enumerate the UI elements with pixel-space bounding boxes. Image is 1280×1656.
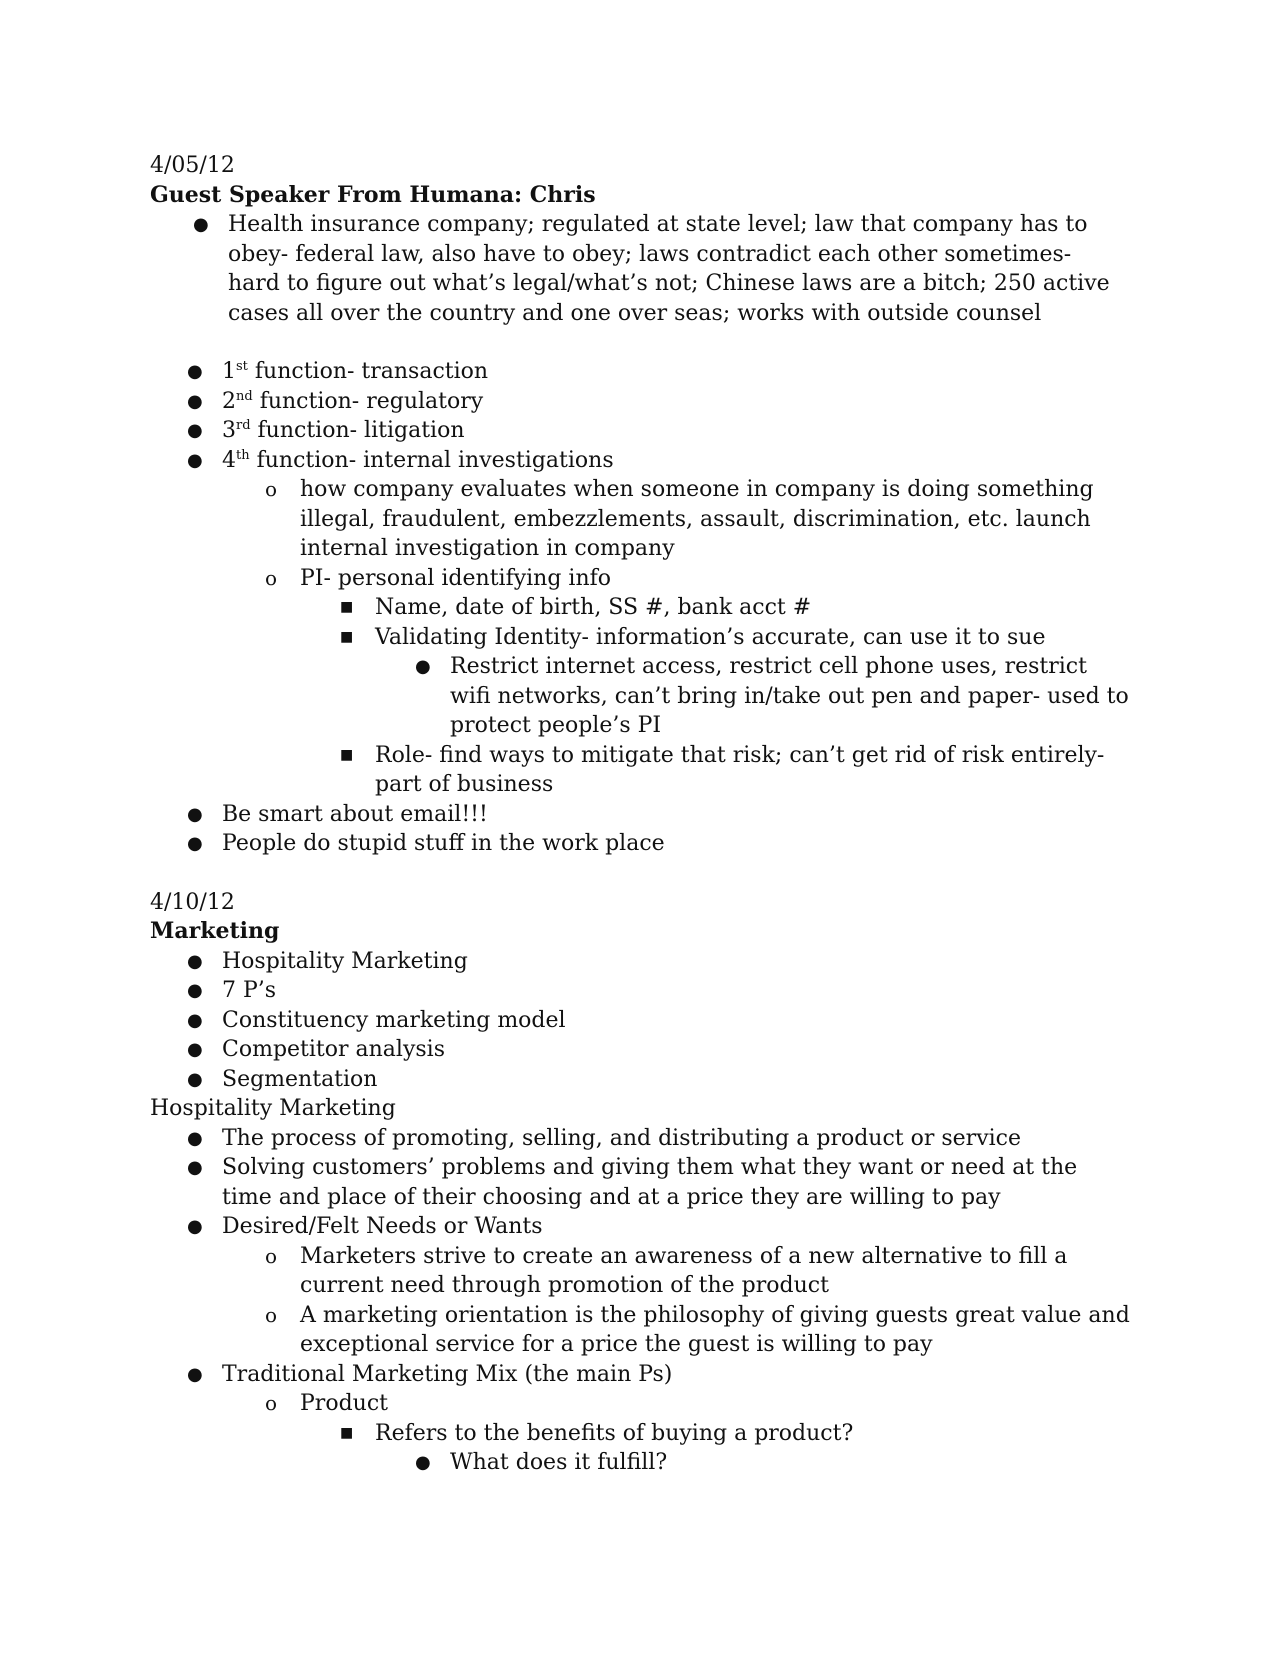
list-item-text: People do stupid stuff in the work place [222,831,665,856]
bullet-icon: ● [187,1068,203,1090]
list-item [150,1006,1130,1036]
list-item-text: function- regulatory [252,388,484,414]
list-item-text: Desired/Felt Needs or Wants [222,1214,543,1239]
list-item [150,475,1130,564]
bullet-icon: ● [187,1127,203,1149]
bullet-icon: ● [187,420,203,441]
bullet-icon: ● [187,1009,203,1031]
list-item-text: Validating Identity- information’s accurate, can use it to sue [375,624,1046,650]
list-item-text: Solving customers’ problems and giving them what they want or need at the time and place of their choosing and at a price they are willing to pay [222,1155,1078,1210]
square-bullet-icon: ■ [340,1424,354,1441]
list-item-text: how company evaluates when someone in company is doing something illegal, fraudulent, embezzlements, assault, discrimination, etc. launch internal investigation in company [300,477,1094,561]
ordinal-number: 1 [222,359,236,384]
list-item-text: Product [300,1391,388,1416]
list-item [150,357,1130,387]
list-item-text: Marketers strive to create an awareness of a new alternative to fill a current need through promotion of the product [300,1243,1068,1298]
list-item [150,564,1130,594]
list-item [150,741,1130,800]
list-item [150,1242,1130,1301]
bullet-icon: ● [187,361,203,382]
list-item-text: Competitor analysis [222,1037,445,1062]
list-item [150,1301,1130,1360]
ordinal-number: 3 [222,418,236,443]
section-heading-marketing: Marketing [150,918,280,944]
list-item-text: Refers to the benefits of buying a product? [375,1420,854,1446]
document-page [150,151,1130,1478]
list-item [150,976,1130,1006]
square-bullet-icon: ■ [340,628,354,645]
list-item [150,947,1130,977]
list-item-text: Constituency marketing model [222,1007,566,1033]
list-item [150,623,1130,653]
subheading-hospitality-marketing: Hospitality Marketing [150,1096,396,1121]
circle-bullet-icon: o [265,1391,278,1415]
bullet-icon: ● [187,1363,203,1385]
bullet-icon: ● [187,803,203,825]
ordinal-suffix: th [236,447,250,463]
bullet-icon: ● [415,656,431,677]
bullet-icon: ● [187,950,203,972]
list-item-text: What does it fulfill? [450,1450,668,1475]
ordinal-number: 2 [222,388,236,414]
list-item-text: Health insurance company; regulated at state level; law that company has to obey- federal law, also have to obey; laws contradict each other sometimes- hard to figure out what’s legal/what’s not; Chinese laws are a bitch; 250 active cases all over the country and one over seas; works with outside counsel [228,212,1110,326]
list-item [150,416,1130,446]
list-item-text: function- litigation [250,418,465,443]
bullet-icon: ● [187,1216,203,1237]
list-item [150,1035,1130,1065]
list-item-text: A marketing orientation is the philosophy of giving guests great value and exceptional service for a price the guest is willing to pay [300,1302,1130,1357]
list-item [150,1419,1130,1449]
list-item [150,1360,1130,1390]
square-bullet-icon: ■ [340,746,354,763]
bullet-icon: ● [187,390,203,412]
ordinal-number: 4 [222,447,236,473]
bullet-icon: ● [187,980,203,1001]
list-item [150,800,1130,830]
list-item [150,1153,1130,1212]
circle-bullet-icon: o [265,477,278,501]
list-item-text: Traditional Marketing Mix (the main Ps) [222,1361,673,1387]
list-item [150,1065,1130,1095]
list-item [150,446,1130,476]
list-item [150,1212,1130,1242]
circle-bullet-icon: o [265,565,278,590]
bullet-icon: ● [187,1157,203,1178]
bullet-icon: ● [193,214,209,235]
list-item-text: Name, date of birth, SS #, bank acct # [375,595,812,620]
list-item-text: PI- personal identifying info [300,565,612,591]
bullet-icon: ● [187,833,203,854]
section-heading-humana: Guest Speaker From Humana: Chris [150,181,596,208]
list-item-text: Segmentation [222,1066,378,1092]
list-item-text: 7 P’s [222,978,277,1003]
list-item-text: The process of promoting, selling, and distributing a product or service [222,1125,1022,1151]
circle-bullet-icon: o [265,1243,278,1268]
list-item-text: function- transaction [247,359,489,384]
date-2: 4/10/12 [150,889,235,915]
list-item [150,1448,1130,1478]
ordinal-suffix: rd [236,418,251,433]
list-item [150,1124,1130,1154]
list-item-text: Hospitality Marketing [222,948,468,974]
list-item [150,829,1130,859]
list-item [150,652,1130,741]
list-item [150,210,1130,328]
list-item-text: Restrict internet access, restrict cell phone uses, restrict wifi networks, can’t bring in/take out pen and paper- used to protect people’s PI [450,654,1129,738]
square-bullet-icon: ■ [340,599,354,615]
bullet-icon: ● [187,1039,203,1060]
bullet-icon: ● [415,1452,431,1473]
bullet-icon: ● [187,449,203,471]
circle-bullet-icon: o [265,1302,278,1327]
ordinal-suffix: st [236,359,248,374]
ordinal-suffix: nd [236,388,253,404]
list-item [150,593,1130,623]
list-item [150,387,1130,417]
date-1: 4/05/12 [150,153,235,178]
list-item-text: function- internal investigations [249,447,614,473]
list-item [150,1389,1130,1419]
list-item-text: Be smart about email!!! [222,801,488,827]
list-item-text: Role- find ways to mitigate that risk; can’t get rid of risk entirely- part of business [375,742,1105,797]
